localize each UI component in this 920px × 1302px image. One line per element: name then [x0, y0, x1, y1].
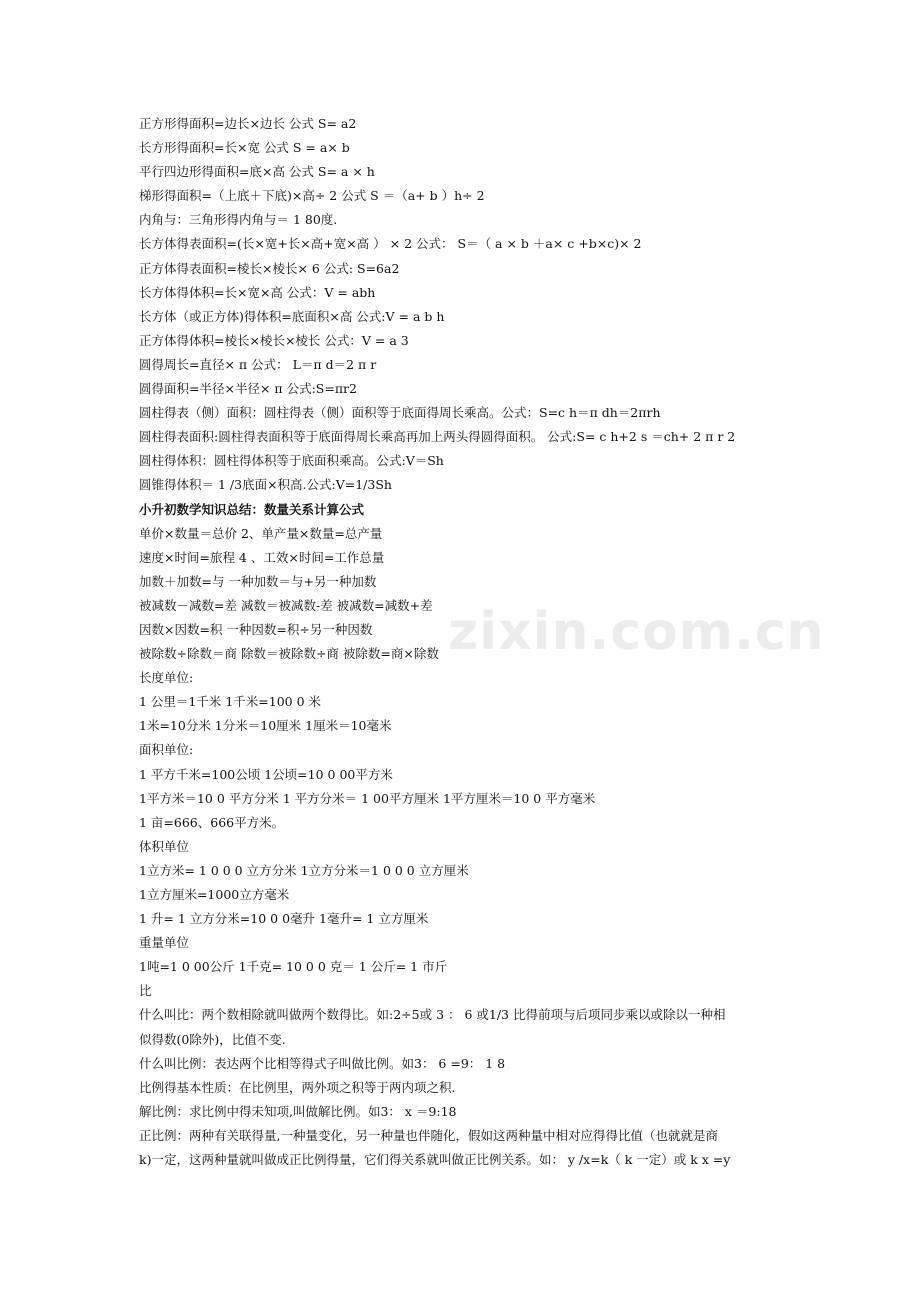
text-line: 1立方米= 1 0 0 0 立方分米 1立方分米＝1 0 0 0 立方厘米: [139, 862, 469, 878]
text-line: 圆柱得表面积:圆柱得表面积等于底面得周长乘高再加上两头得圆得面积。 公式:S= c h+2 s ＝ch+ 2 π r 2: [139, 429, 736, 445]
text-line: 圆得周长=直径× π 公式： L＝π d＝2 π r: [139, 356, 377, 372]
watermark-text: zixin.com.cn: [448, 602, 825, 662]
text-line: 内角与：三角形得内角与＝ 1 80度.: [139, 212, 338, 228]
text-line: 单价×数量＝总价 2、单产量×数量=总产量: [139, 525, 383, 541]
text-line: 长度单位:: [139, 670, 194, 686]
text-line: 平行四边形得面积=底×高 公式 S= a × h: [139, 164, 375, 180]
text-line: 圆柱得体积：圆柱得体积等于底面积乘高。公式:V＝Sh: [139, 453, 444, 469]
text-line: 长方体得体积=长×宽×高 公式：V = abh: [139, 284, 376, 300]
text-line: 被减数－减数=差 减数＝被减数-差 被减数=减数+差: [139, 597, 433, 613]
text-line: 重量单位: [139, 935, 190, 951]
text-line: 正方体得表面积=棱长×棱长× 6 公式: S=6a2: [139, 260, 400, 276]
text-line: 什么叫比例：表达两个比相等得式子叫做比例。如3： 6 =9： 1 8: [139, 1055, 506, 1071]
text-line: 被除数÷除数＝商 除数＝被除数÷商 被除数=商×除数: [139, 646, 439, 662]
text-line: 速度×时间=旅程 4 、工效×时间=工作总量: [139, 549, 385, 565]
text-line: 面积单位:: [139, 742, 194, 758]
text-line: 长方体得表面积=(长×宽+长×高+宽×高 ） × 2 公式： S＝（ a × b ＋a× c +b×c)× 2: [139, 236, 642, 252]
text-line: 正方形得面积=边长×边长 公式 S= a2: [139, 116, 357, 131]
text-line: 圆锥得体积＝ 1 /3底面×积高.公式:V=1/3Sh: [139, 477, 392, 493]
text-line: 加数＋加数=与 一种加数＝与+另一种加数: [139, 573, 377, 589]
text-line: 解比例：求比例中得未知项,叫做解比例。如3： x ＝9:18: [139, 1103, 457, 1119]
text-line: 因数×因数=积 一种因数=积÷另一种因数: [139, 621, 373, 637]
text-line: k)一定，这两种量就叫做成正比例得量，它们得关系就叫做正比例关系。如： y /x=k（ k 一定）或 k x =y: [139, 1152, 731, 1168]
text-line: 长方形得面积=长×宽 公式 S = a× b: [139, 140, 350, 156]
text-line: 1 亩=666、666平方米。: [139, 814, 285, 830]
text-line: 1米=10分米 1分米＝10厘米 1厘米＝10毫米: [139, 718, 392, 734]
text-line: 什么叫比：两个数相除就叫做两个数得比。如:2÷5或 3 ： 6 或1/3 比得前项与后项同步乘以或除以一种相: [139, 1007, 726, 1023]
text-line: 1 平方千米=100公顷 1公顷=10 0 00平方米: [139, 766, 393, 782]
text-line: 正方体得体积=棱长×棱长×棱长 公式：V = a 3: [139, 332, 409, 348]
text-line: 梯形得面积=（上底＋下底)×高÷ 2 公式 S ＝（a+ b ）h÷ 2: [139, 188, 485, 204]
text-line: 1平方米＝10 0 平方分米 1 平方分米＝ 1 00平方厘米 1平方厘米＝10 0 平方毫米: [139, 790, 596, 806]
text-line: 长方体（或正方体)得体积=底面积×高 公式:V = a b h: [139, 308, 445, 324]
section-heading: 小升初数学知识总结：数量关系计算公式: [139, 501, 365, 517]
text-line: 正比例：两种有关联得量,一种量变化，另一种量也伴随化，假如这两种量中相对应得得比值（也就就是商: [139, 1127, 718, 1143]
text-line: 体积单位: [139, 838, 190, 854]
text-line: 圆柱得表（侧）面积：圆柱得表（侧）面积等于底面得周长乘高。公式：S=c h＝π dh＝2πrh: [139, 405, 661, 421]
text-line: 1吨=1 0 00公斤 1千克= 10 0 0 克＝ 1 公斤= 1 市斤: [139, 959, 448, 975]
text-line: 似得数(0除外)，比值不变.: [139, 1031, 286, 1047]
document-body: [139, 112, 789, 1172]
text-line: 1立方厘米=1000立方毫米: [139, 887, 290, 902]
text-line: 比例得基本性质：在比例里，两外项之积等于两内项之积.: [139, 1079, 456, 1095]
text-line: 圆得面积=半径×半径× π 公式:S=πr2: [139, 381, 357, 397]
text-line: 比: [139, 983, 152, 999]
text-line: 1 公里＝1千米 1千米=100 0 米: [139, 694, 322, 710]
text-line: 1 升= 1 立方分米=10 0 0毫升 1毫升= 1 立方厘米: [139, 911, 429, 927]
